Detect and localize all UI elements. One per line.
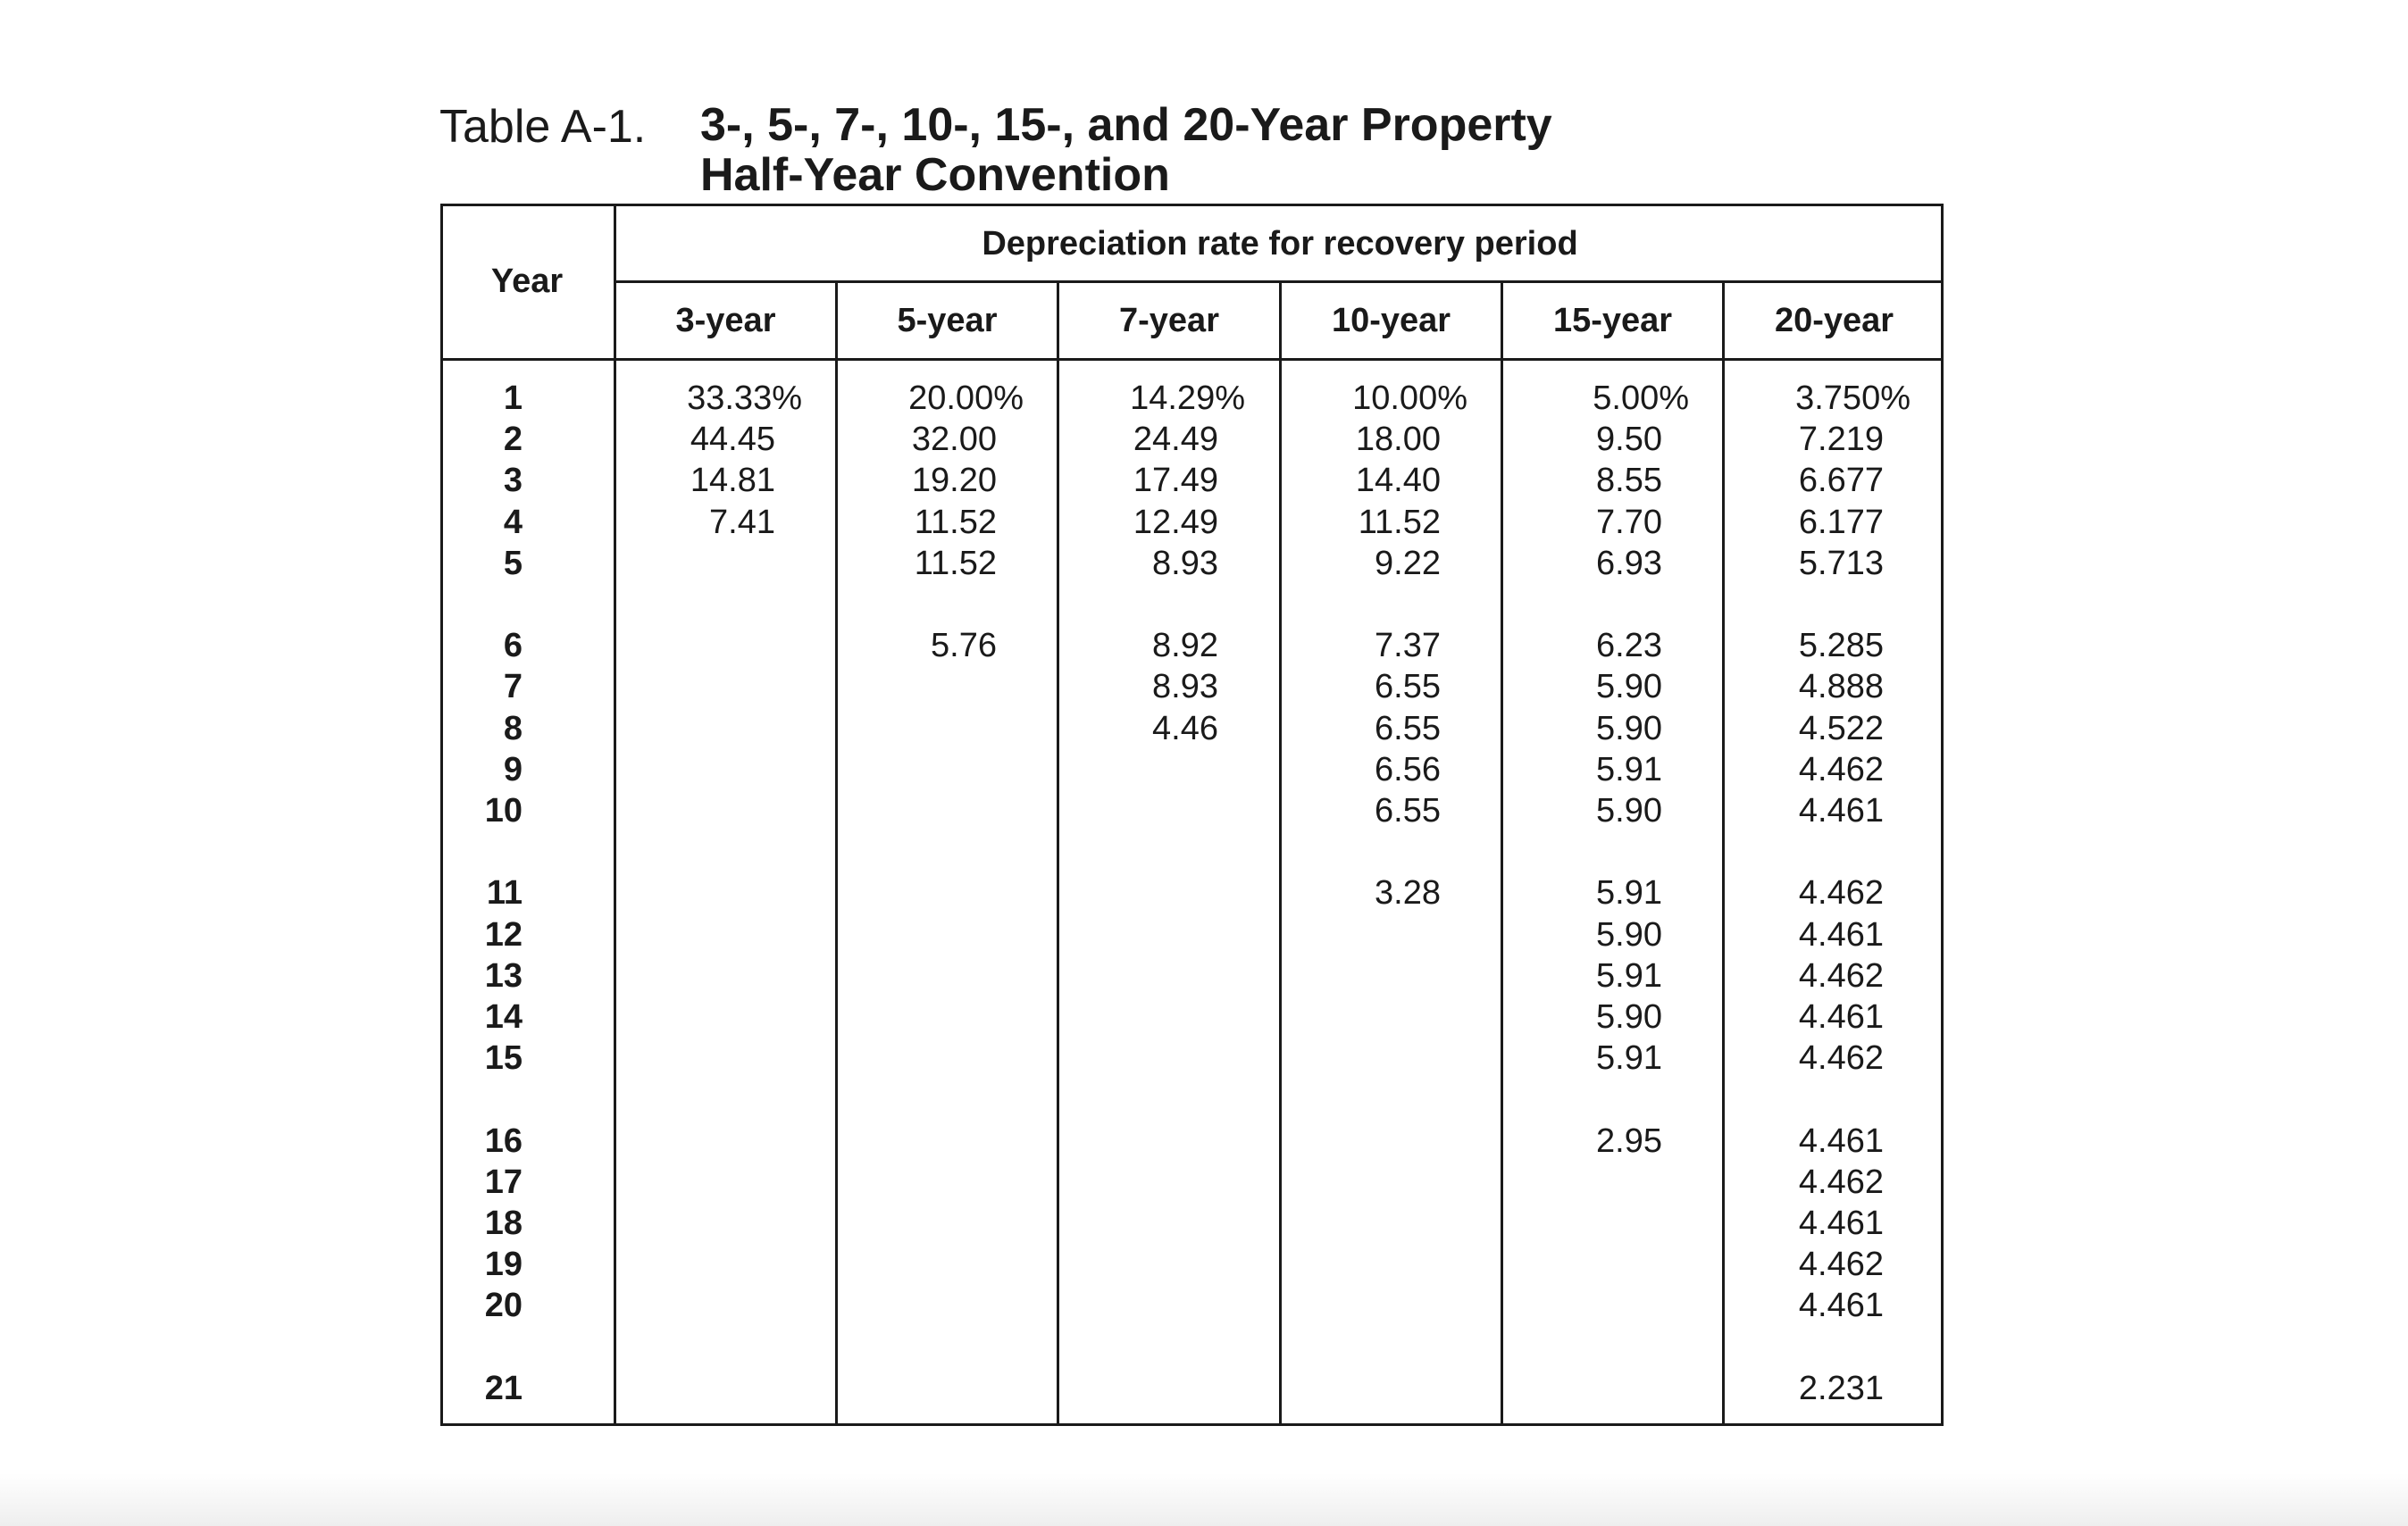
column-header-3-year: 3-year [675,302,776,339]
year-cell: 19 [484,1246,523,1284]
rate-cell: 5.90 [1596,915,1662,954]
rate-cell: 12.49 [1133,503,1218,541]
year-cell: 10 [484,792,523,830]
rate-cell: 5.285 [1798,627,1884,665]
rate-cell: 5.91 [1596,956,1662,995]
rate-cell: 24.49 [1133,421,1218,459]
rate-cell: 4.462 [1798,956,1884,995]
rate-cell: 2.231 [1798,1369,1884,1407]
year-cell: 6 [503,627,523,665]
column-header-20-year: 20-year [1774,302,1894,339]
rate-cell: 5.90 [1596,998,1662,1036]
rate-cell: 17.49 [1133,462,1218,500]
rate-cell: 4.522 [1798,709,1884,747]
rate-cell: 14.29% [1130,379,1245,417]
year-cell: 2 [503,421,523,459]
rate-cell: 6.93 [1596,544,1662,582]
rate-cell: 5.90 [1596,668,1662,706]
column-header-10-year: 10-year [1331,302,1451,339]
year-cell: 9 [503,750,523,788]
rate-cell: 14.40 [1355,462,1441,500]
rate-cell: 5.00% [1593,379,1689,417]
rate-cell: 9.22 [1375,544,1441,582]
rate-cell: 11.52 [914,544,997,582]
year-cell: 15 [484,1039,523,1078]
rate-cell: 4.888 [1798,668,1884,706]
year-cell: 5 [503,544,523,582]
rate-cell: 5.90 [1596,792,1662,830]
rate-cell: 14.81 [690,462,775,500]
rate-cell: 4.461 [1798,792,1884,830]
year-cell: 7 [503,668,523,706]
year-column-header: Year [490,263,564,300]
rate-cell: 4.461 [1798,998,1884,1036]
year-cell: 3 [503,462,523,500]
group-header: Depreciation rate for recovery period [982,225,1578,263]
year-cell: 20 [484,1287,523,1325]
year-cell: 21 [484,1369,523,1407]
rate-cell: 6.177 [1798,503,1884,541]
header-bottom-rule [440,358,1944,361]
rate-cell: 10.00% [1352,379,1467,417]
table-title-line1: 3-, 5-, 7-, 10-, 15-, and 20-Year Property [700,99,1552,151]
year-cell: 17 [484,1163,523,1201]
rate-cell: 8.92 [1152,627,1218,665]
rate-cell: 19.20 [911,462,997,500]
rate-cell: 4.462 [1798,1163,1884,1201]
rate-cell: 3.750% [1795,379,1911,417]
rate-cell: 5.91 [1596,874,1662,913]
rate-cell: 7.70 [1596,503,1662,541]
rate-cell: 3.28 [1375,874,1441,913]
rate-cell: 4.461 [1798,1287,1884,1325]
table-title [700,100,1552,200]
rate-cell: 6.55 [1375,668,1441,706]
column-divider [1722,281,1725,1426]
year-cell: 11 [486,874,523,913]
rate-cell: 18.00 [1355,421,1441,459]
rate-cell: 4.461 [1798,915,1884,954]
rate-cell: 4.461 [1798,1122,1884,1160]
rate-cell: 8.93 [1152,544,1218,582]
year-cell: 16 [484,1122,523,1160]
rate-cell: 11.52 [1358,503,1441,541]
rate-cell: 9.50 [1596,421,1662,459]
rate-cell: 5.91 [1596,1039,1662,1078]
header-group-rule [614,280,1944,283]
rate-cell: 4.462 [1798,750,1884,788]
rate-cell: 4.462 [1798,1246,1884,1284]
year-cell: 18 [484,1205,523,1242]
rate-cell: 44.45 [690,421,775,459]
column-divider [1501,281,1503,1426]
rate-cell: 5.76 [931,627,997,665]
column-header-5-year: 5-year [897,302,998,339]
column-header-7-year: 7-year [1119,302,1219,339]
year-cell: 14 [484,998,523,1036]
rate-cell: 7.41 [709,503,775,541]
rate-cell: 4.46 [1152,709,1218,747]
year-cell: 1 [503,379,523,417]
rate-cell: 6.23 [1596,627,1662,665]
rate-cell: 6.56 [1375,750,1441,788]
column-divider [835,281,838,1426]
rate-cell: 5.90 [1596,709,1662,747]
column-divider [1057,281,1059,1426]
rate-cell: 7.219 [1798,421,1884,459]
year-cell: 4 [503,503,523,541]
rate-cell: 8.55 [1596,462,1662,500]
rate-cell: 6.55 [1375,709,1441,747]
rate-cell: 32.00 [911,421,997,459]
table-label: Table A-1. [439,101,647,153]
rate-cell: 4.462 [1798,874,1884,913]
rate-cell: 33.33% [687,379,802,417]
rate-cell: 5.713 [1798,544,1884,582]
page-bottom-shade [0,1473,2408,1526]
year-cell: 12 [484,915,523,954]
year-cell: 13 [484,956,523,995]
rate-cell: 2.95 [1596,1122,1662,1160]
rate-cell: 4.462 [1798,1039,1884,1078]
rate-cell: 6.55 [1375,792,1441,830]
rate-cell: 20.00% [908,379,1024,417]
rate-cell: 5.91 [1596,750,1662,788]
table-title-line2: Half-Year Convention [700,149,1170,201]
column-header-15-year: 15-year [1552,302,1673,339]
rate-cell: 11.52 [914,503,997,541]
rate-cell: 6.677 [1798,462,1884,500]
column-divider [1279,281,1282,1426]
year-cell: 8 [503,709,523,747]
rate-cell: 7.37 [1375,627,1441,665]
rate-cell: 8.93 [1152,668,1218,706]
column-divider [614,204,616,1426]
rate-cell: 4.461 [1798,1205,1884,1242]
